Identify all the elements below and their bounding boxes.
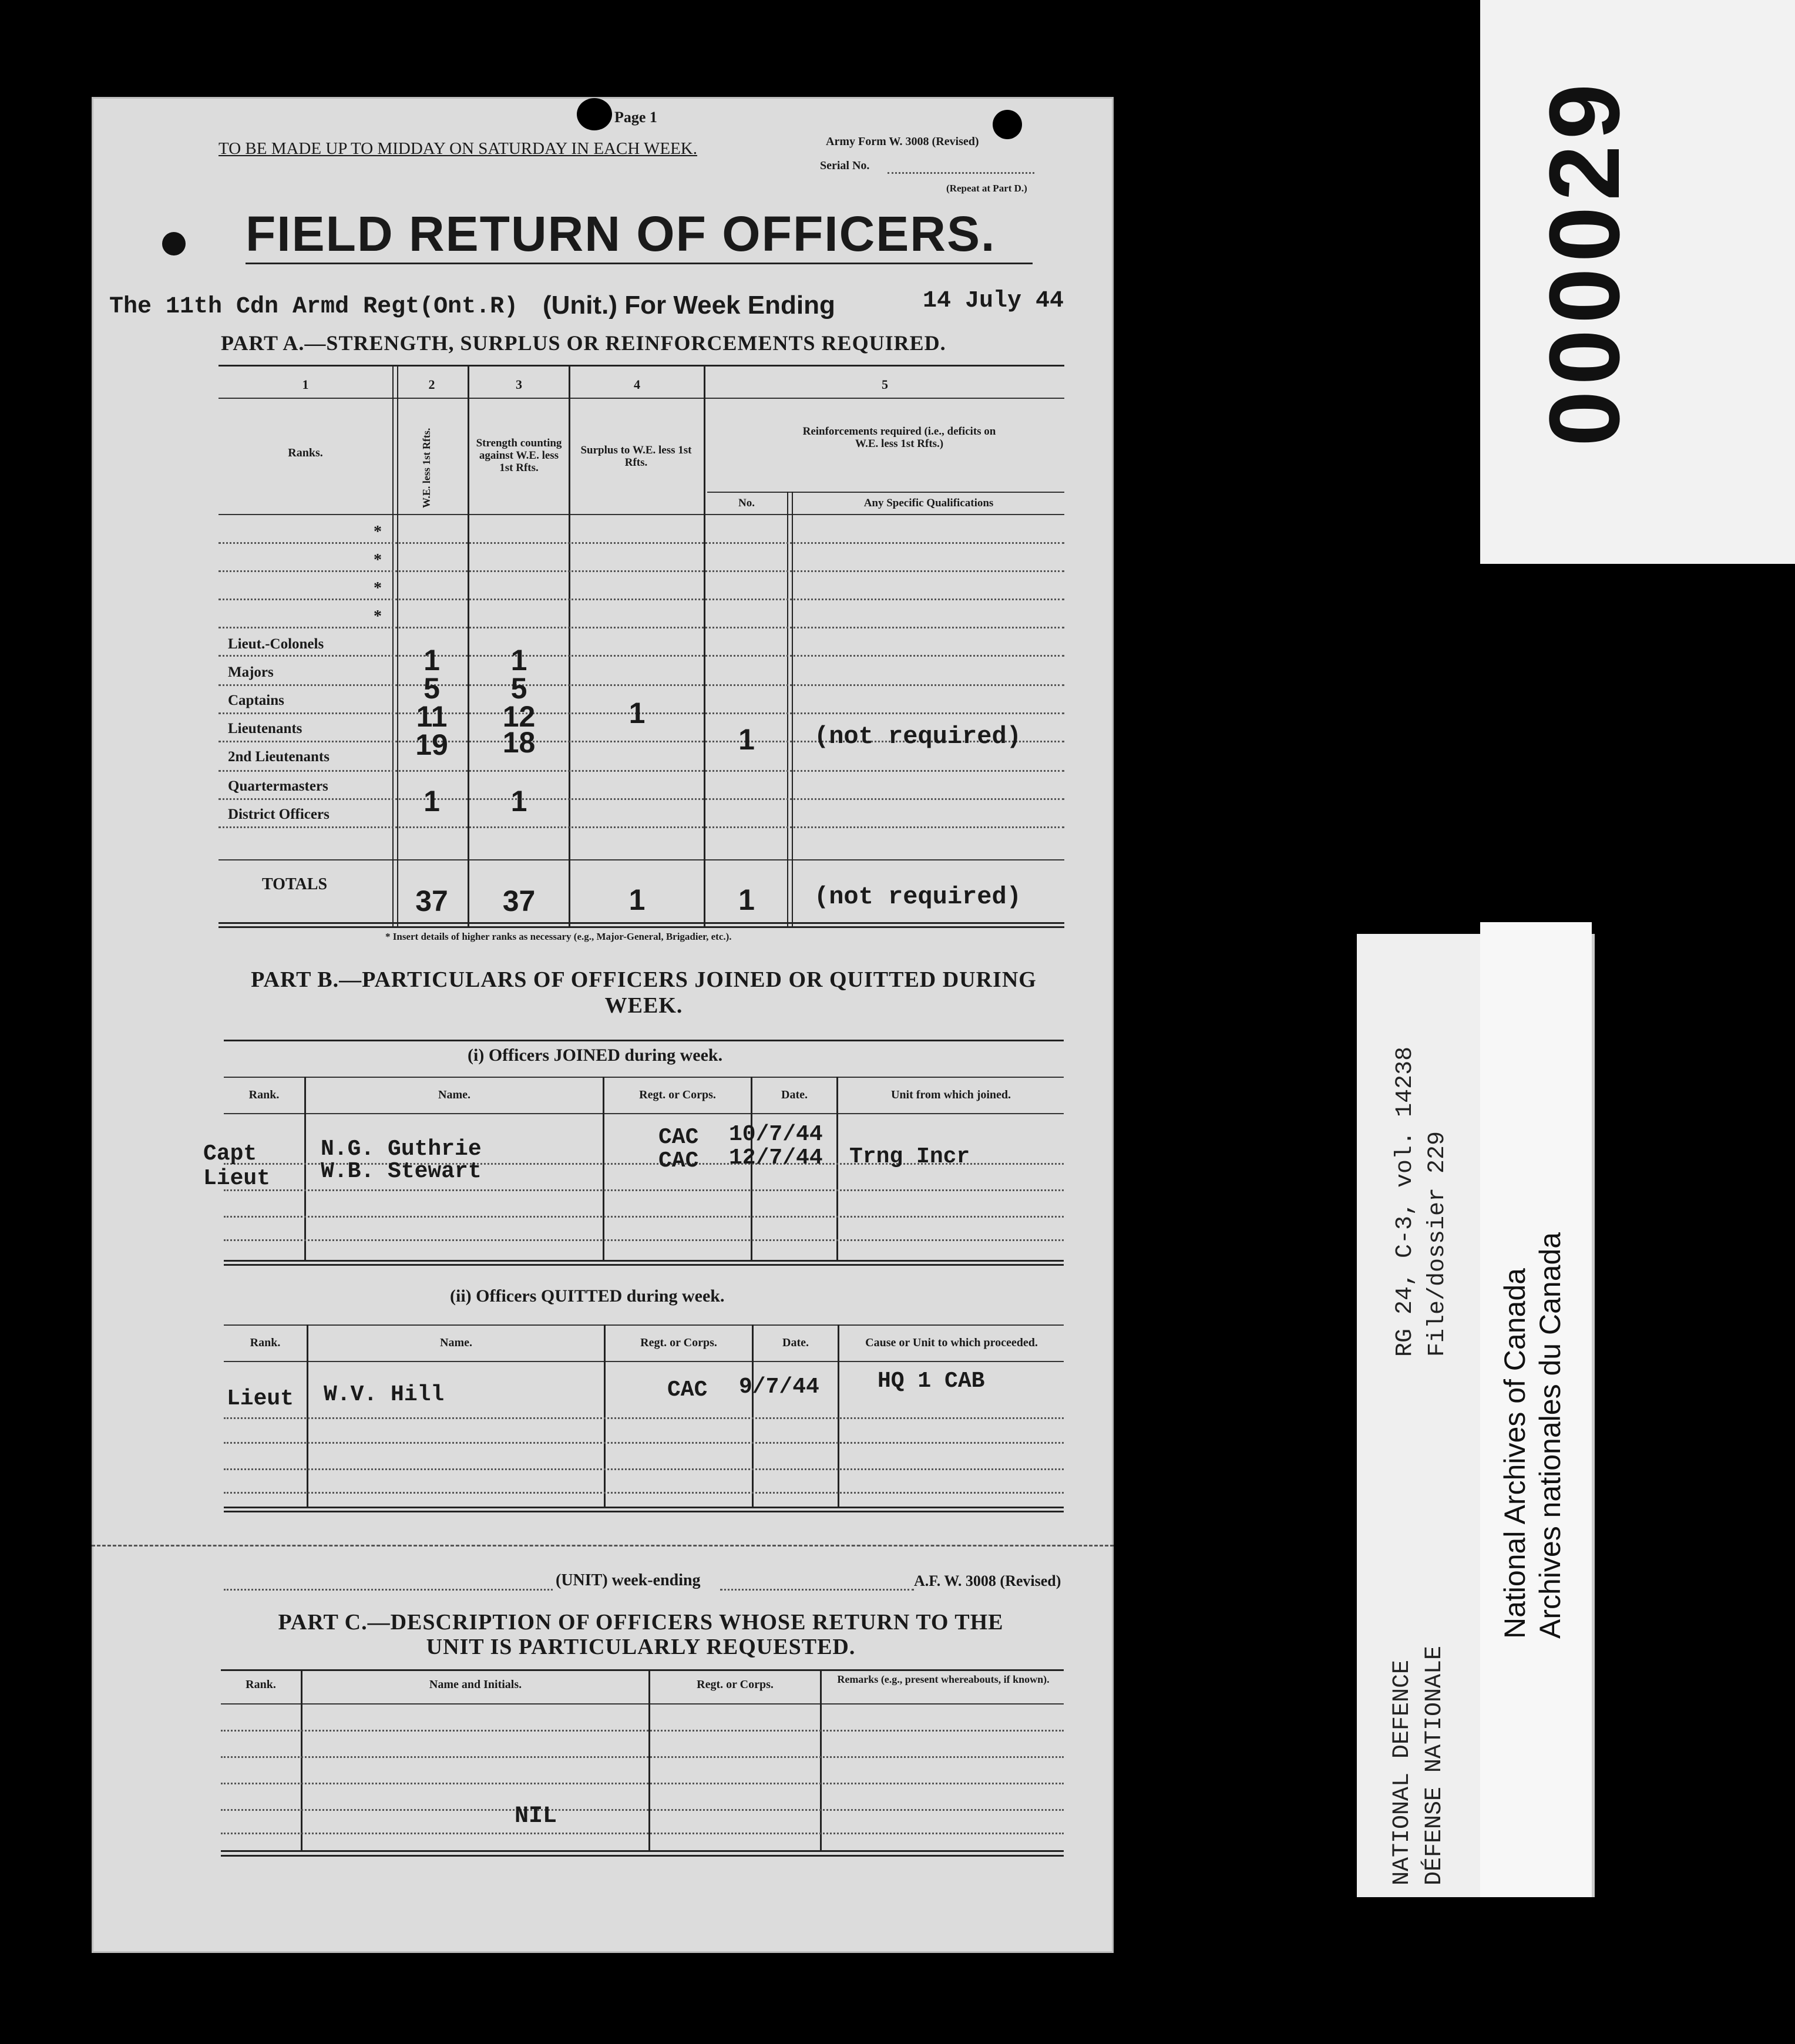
total-we: 37 [415,885,448,917]
rank-label: Captains [228,692,284,708]
joined-rank: Lieut [203,1166,271,1191]
header-surplus: Surplus to W.E. less 1st Rfts. [580,444,692,469]
quitted-header-corps: Regt. or Corps. [640,1336,717,1349]
rank-label: Lieutenants [228,721,302,737]
form-page [92,97,1114,1953]
quitted-title: (ii) Officers QUITTED during week. [450,1286,725,1306]
strength-value: 18 [502,726,536,759]
reinf-qualification: (not required) [814,722,1021,751]
totals-label: TOTALS [262,875,328,893]
asterisk-row-3: * [374,579,382,597]
punch-hole-right [993,110,1022,139]
we-value: 1 [423,785,440,818]
asterisk-row-1: * [374,523,382,541]
part-c-form-ref: A.F. W. 3008 (Revised) [914,1572,1061,1589]
col-number-1: 1 [302,377,309,392]
unit-suffix: (Unit.) For Week Ending [543,291,835,320]
joined-header-corps: Regt. or Corps. [639,1088,716,1101]
perforation-line [92,1545,1114,1547]
col-number-2: 2 [428,377,435,392]
rank-label: District Officers [228,806,330,822]
repeat-note: (Repeat at Part D.) [946,183,1027,194]
part-c-header-name: Name and Initials. [429,1678,522,1691]
total-strength: 37 [502,885,536,917]
quitted-corps: CAC [667,1377,708,1403]
col-number-3: 3 [516,377,522,392]
col-number-5: 5 [882,377,888,392]
frame-number: 000029 [1529,78,1641,446]
unit-name: The 11th Cdn Armd Regt(Ont.R) [109,294,519,320]
joined-corps: CAC [658,1148,699,1174]
quitted-header-rank: Rank. [250,1336,281,1349]
rank-label: Lieut.-Colonels [228,636,324,652]
part-c-header-remarks: Remarks (e.g., present whereabouts, if known). [837,1673,1050,1685]
part-a-footnote: * Insert details of higher ranks as necessary (e.g., Major-General, Brigadier, etc.). [385,931,732,942]
archive-reference-label [1357,934,1480,1897]
serial-label: Serial No. [820,159,870,172]
quitted-date: 9/7/44 [739,1374,819,1400]
joined-date: 12/7/44 [729,1145,823,1171]
strength-value: 1 [510,785,527,818]
we-value: 5 [423,672,440,705]
joined-unit: Trng Incr [849,1144,970,1169]
strength-value: 12 [502,700,536,733]
part-c-nil: NIL [515,1803,557,1830]
archives-name-en: National Archives of Canada [1498,1268,1531,1639]
archives-name-fr: Archives nationales du Canada [1534,1232,1567,1639]
instruction-text: TO BE MADE UP TO MIDDAY ON SATURDAY IN EACH WEEK. [219,139,698,158]
we-value: 11 [416,700,448,733]
header-strength: Strength counting against W.E. less 1st Rfts. [476,437,562,474]
quitted-header-cause: Cause or Unit to which proceeded. [865,1336,1038,1349]
joined-title: (i) Officers JOINED during week. [468,1045,723,1065]
part-c-heading-2: UNIT IS PARTICULARLY REQUESTED. [426,1635,856,1659]
joined-date: 10/7/44 [729,1122,823,1147]
col-number-4: 4 [634,377,640,392]
archives-name-label [1480,922,1592,1897]
rank-label: 2nd Lieutenants [228,749,330,765]
rank-label: Quartermasters [228,778,328,794]
department-fr: DÉFENSE NATIONALE [1421,1645,1448,1885]
unit-line-label: (UNIT) week-ending [556,1571,701,1589]
army-form-number: Army Form W. 3008 (Revised) [826,135,979,148]
part-b-heading: PART B.—PARTICULARS OF OFFICERS JOINED OR QUITTED DURING WEEK. [251,967,1037,1018]
joined-rank: Capt [203,1141,257,1166]
part-c-header-rank: Rank. [246,1678,276,1691]
header-qualifications: Any Specific Qualifications [863,497,994,509]
archive-ref-line1: RG 24, C-3, vol. 14238 [1392,1046,1418,1357]
we-value: 19 [415,728,448,761]
label-divider [1592,934,1595,1897]
page-number: Page 1 [614,109,657,126]
reinf-no-value: 1 [738,723,755,756]
joined-header-rank: Rank. [248,1088,280,1101]
joined-name: W.B. Stewart [321,1159,482,1184]
punch-hole-left [162,232,186,256]
joined-corps: CAC [658,1125,699,1150]
quitted-header-date: Date. [782,1336,809,1349]
joined-header-unit: Unit from which joined. [890,1088,1011,1101]
archive-ref-line2: File/dossier 229 [1424,1131,1451,1357]
part-c-header-corps: Regt. or Corps. [697,1678,774,1691]
punch-hole-top [577,98,612,130]
surplus-value: 1 [628,697,646,729]
part-a-heading: PART A.—STRENGTH, SURPLUS OR REINFORCEMENTS REQUIRED. [221,331,946,355]
header-no: No. [738,497,755,509]
joined-name: N.G. Guthrie [321,1137,482,1162]
rank-label: Majors [228,664,274,680]
asterisk-row-4: * [374,607,382,626]
serial-line [888,172,1034,174]
joined-header-date: Date. [781,1088,808,1101]
department-en: NATIONAL DEFENCE [1389,1659,1416,1885]
joined-header-name: Name. [438,1088,470,1101]
week-ending-date: 14 July 44 [923,288,1064,314]
header-reinforcements: Reinforcements required (i.e., deficits on W.E. less 1st Rfts.) [802,425,996,450]
frame-number-strip [1480,0,1795,564]
total-surplus: 1 [628,883,646,916]
quitted-header-name: Name. [440,1336,472,1349]
total-qualification: (not required) [814,883,1021,911]
header-we: W.E. less 1st Rfts. [421,428,432,508]
quitted-rank: Lieut [227,1386,294,1411]
strength-value: 1 [510,644,527,677]
form-title: FIELD RETURN OF OFFICERS. [246,206,996,261]
quitted-name: W.V. Hill [324,1382,445,1407]
we-value: 1 [423,644,440,677]
total-reinf-no: 1 [738,883,755,916]
quitted-unit: HQ 1 CAB [878,1369,985,1394]
header-ranks: Ranks. [288,446,323,459]
part-c-heading-1: PART C.—DESCRIPTION OF OFFICERS WHOSE RETURN TO THE [278,1610,1004,1635]
asterisk-row-2: * [374,551,382,569]
title-underline [246,263,1033,264]
strength-value: 5 [510,672,527,705]
